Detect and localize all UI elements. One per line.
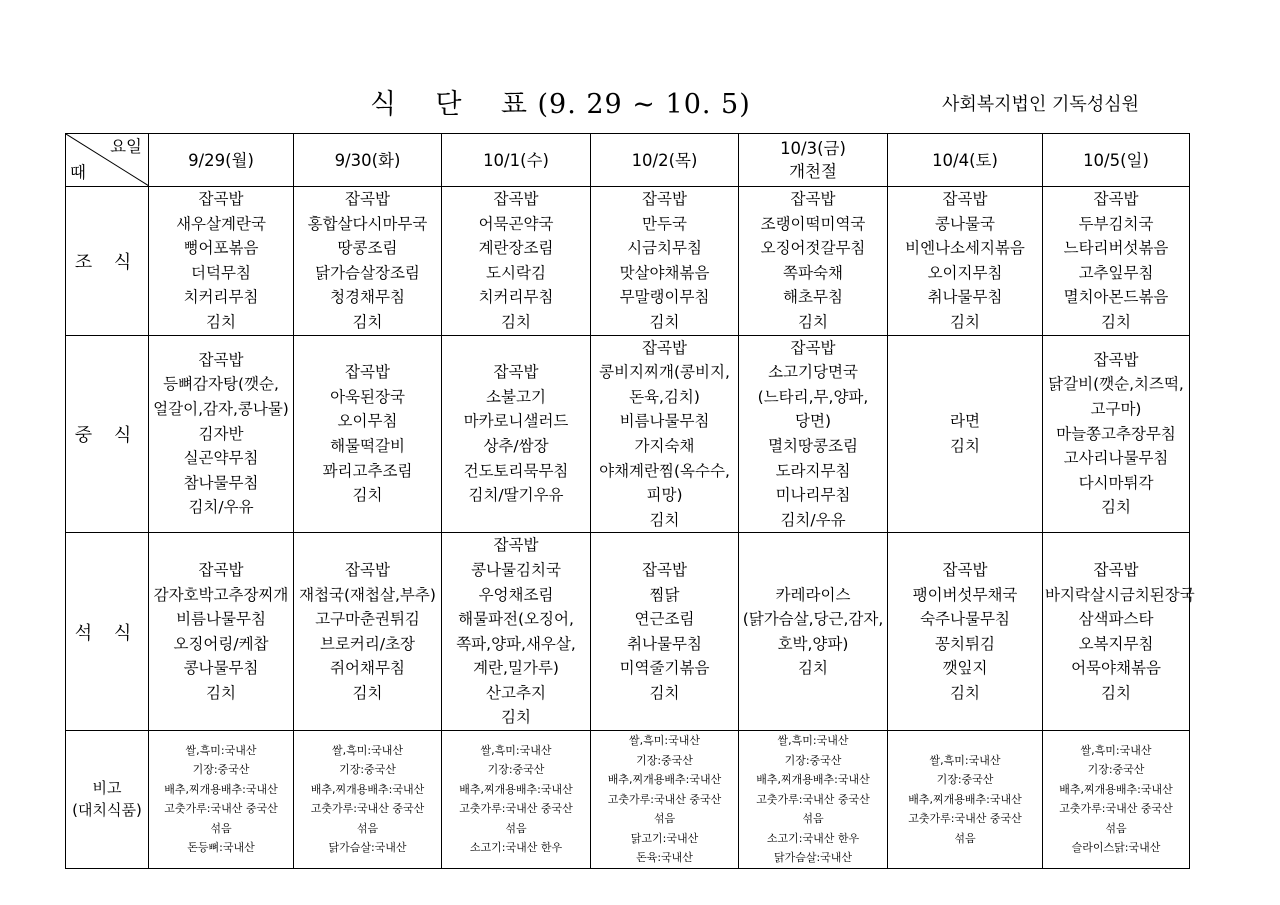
menu-item: 어묵야채볶음: [1071, 659, 1161, 678]
notes-label: 비고 (대치식품): [66, 731, 149, 869]
menu-item: 잡곡밥: [790, 190, 836, 208]
notes-cell: [591, 731, 739, 869]
note-line: 고춧가루:국내산 중국산: [756, 792, 870, 806]
menu-item: 비엔나소세지볶음: [905, 239, 1025, 258]
menu-item: 김치: [649, 510, 680, 529]
menu-item: 가지숙채: [634, 436, 695, 455]
menu-item: 숙주나물무침: [920, 610, 1010, 629]
menu-item: 미역줄기볶음: [619, 659, 710, 678]
menu-item: 김치: [352, 683, 383, 702]
note-line: 기장:중국산: [636, 753, 693, 767]
note-line: 고춧가루:국내산 중국산: [310, 802, 425, 816]
menu-item: 찜닭: [649, 585, 680, 604]
menu-cell: [294, 533, 442, 731]
note-line: 쌀,흑미:국내산: [1080, 743, 1152, 757]
menu-item: 바지락살시금치된장국: [1045, 585, 1195, 604]
menu-item: 콩나물김치국: [471, 560, 561, 579]
menu-item: 잡곡밥: [642, 560, 687, 579]
menu-cell: [149, 335, 294, 533]
menu-item: 브로커리/초장: [319, 634, 416, 653]
menu-cell: [888, 187, 1043, 336]
menu-item: 새우살계란국: [176, 214, 266, 233]
menu-item: 라면: [950, 412, 980, 431]
note-line: 배추,찌개용배추:국내산: [310, 782, 425, 796]
note-line: 돈육:국내산: [636, 851, 693, 865]
menu-item: 홍합살다시마무국: [307, 214, 428, 233]
menu-item: 김치: [649, 312, 680, 331]
note-line: 기장:중국산: [936, 773, 994, 787]
note-line: 소고기:국내산 한우: [469, 841, 563, 855]
note-line: 섞음: [802, 812, 824, 826]
note-line: 쌀,흑미:국내산: [480, 743, 552, 757]
day-header: 9/30(화): [294, 134, 442, 187]
menu-item: 마카로니샐러드: [463, 412, 569, 431]
menu-item: 콩나물국: [935, 214, 995, 233]
menu-item: 무말랭이무침: [619, 288, 710, 307]
menu-item: 깻잎지: [942, 659, 988, 678]
menu-cell: [739, 187, 888, 336]
menu-item: 쥐어채무침: [330, 659, 405, 678]
notes-cell: [739, 731, 888, 869]
note-line: 섞음: [210, 821, 232, 835]
menu-item: 김치/우유: [780, 510, 846, 529]
menu-item: 김치: [352, 312, 383, 331]
note-line: 기장:중국산: [339, 763, 396, 777]
menu-item: 소불고기: [486, 387, 546, 406]
menu-item: 느타리버섯볶음: [1063, 239, 1169, 258]
day-header: 10/1(수): [442, 134, 591, 187]
notes-cell: [888, 731, 1043, 869]
menu-item: 계란장조림: [478, 239, 554, 258]
menu-item: 잡곡밥: [493, 190, 539, 208]
menu-cell: [442, 533, 591, 731]
note-line: 섞음: [1105, 821, 1127, 835]
menu-item: 오징어젓갈무침: [760, 239, 866, 258]
menu-item: 삼색파스타: [1078, 610, 1154, 629]
note-line: 배추,찌개용배추:국내산: [756, 773, 870, 787]
menu-item: 비름나물무침: [619, 412, 710, 431]
menu-cell: [888, 533, 1043, 731]
menu-cell: [1043, 533, 1195, 731]
menu-item: 김치/우유: [188, 498, 254, 517]
menu-item: 뻥어포볶음: [183, 239, 259, 258]
meal-label: 조 식: [66, 187, 149, 336]
note-line: 섞음: [505, 821, 527, 835]
menu-item: 만두국: [642, 214, 687, 233]
menu-item: 고추잎무침: [1078, 263, 1154, 282]
note-line: 배추,찌개용배추:국내산: [607, 773, 722, 787]
header-row: [66, 134, 1190, 187]
menu-item: 잡곡밥: [1093, 350, 1139, 369]
menu-item: 고구마춘권튀김: [315, 610, 420, 629]
menu-item: 고사리나물무침: [1063, 449, 1169, 468]
corner-meal-label: 때: [70, 163, 86, 182]
menu-cell: [591, 187, 739, 336]
menu-cell: [294, 335, 442, 533]
note-line: 닭가슴살:국내산: [328, 841, 407, 855]
menu-item: 더덕무침: [191, 263, 251, 282]
menu-item: 비름나물무침: [176, 610, 266, 629]
menu-item: 해물파전(오징어,쪽파,양파,새우살,계란,밀가루): [456, 610, 576, 678]
note-line: 배추,찌개용배추:국내산: [908, 792, 1022, 806]
dinner-row: [66, 533, 1190, 731]
menu-item: 멸치아몬드볶음: [1063, 288, 1169, 307]
lunch-row: [66, 335, 1190, 533]
menu-item: 김치: [1101, 498, 1131, 517]
menu-item: 김치: [950, 683, 980, 702]
menu-item: 참나물무침: [183, 473, 259, 492]
menu-item: 잡곡밥: [198, 560, 244, 579]
menu-item: 김치: [206, 312, 236, 331]
menu-item: 잡곡밥: [198, 350, 244, 369]
menu-table: [65, 133, 1195, 869]
menu-item: 카레라이스(닭가슴살,당근,감자,호박,양파): [742, 585, 884, 653]
menu-item: 다시마튀각: [1078, 473, 1154, 492]
menu-item: 김치: [798, 659, 828, 678]
menu-item: 해초무침: [783, 288, 843, 307]
menu-item: 재첩국(재첩살,부추): [299, 585, 436, 604]
menu-item: 등뼈감자탕(깻순,얼갈이,감자,콩나물): [153, 375, 289, 419]
note-line: 닭가슴살:국내산: [773, 851, 853, 865]
menu-item: 도시락김: [486, 263, 546, 282]
menu-item: 멸치땅콩조림: [768, 436, 858, 455]
menu-item: 김치: [1101, 683, 1131, 702]
menu-cell: [739, 533, 888, 731]
menu-item: 닭가슴살장조림: [315, 263, 420, 282]
menu-item: 잡곡밥: [198, 190, 244, 208]
menu-item: 잡곡밥: [942, 190, 988, 208]
menu-item: 꽈리고추조림: [322, 461, 413, 480]
menu-item: 잡곡밥: [345, 560, 390, 579]
note-line: 기장:중국산: [487, 763, 545, 777]
menu-item: 오이지무침: [927, 263, 1003, 282]
menu-cell: [149, 187, 294, 336]
menu-cell: [591, 335, 739, 533]
menu-item: 김치: [352, 486, 383, 505]
menu-item: 김치: [501, 708, 531, 727]
menu-item: 김치: [649, 683, 680, 702]
menu-item: 잡곡밥: [790, 338, 836, 357]
menu-item: 도라지무침: [775, 461, 851, 480]
menu-item: 치커리무침: [183, 288, 259, 307]
corner-day-label: 요일: [110, 137, 142, 156]
note-line: 쌀,흑미:국내산: [777, 734, 849, 748]
note-line: 쌀,흑미:국내산: [185, 743, 257, 757]
menu-item: 소고기당면국(느타리,무,양파,당면): [757, 363, 869, 431]
menu-item: 김자반: [198, 424, 244, 443]
menu-item: 오징어링/케찹: [173, 634, 269, 653]
note-line: 섞음: [954, 831, 976, 845]
menu-item: 취나물무침: [627, 634, 702, 653]
menu-item: 미나리무침: [775, 486, 851, 505]
menu-item: 잡곡밥: [642, 338, 687, 357]
note-line: 쌀,흑미:국내산: [629, 734, 700, 748]
note-line: 배추,찌개용배추:국내산: [1059, 782, 1173, 796]
corner-cell: [66, 134, 149, 187]
menu-item: 김치: [950, 436, 980, 455]
menu-item: 연근조림: [634, 610, 695, 629]
day-header: 10/3(금) 개천절: [739, 134, 888, 187]
menu-cell: [442, 187, 591, 336]
menu-cell: [1043, 335, 1190, 533]
menu-item: 시금치무침: [627, 239, 702, 258]
note-line: 기장:중국산: [784, 753, 842, 767]
menu-item: 김치: [950, 312, 980, 331]
menu-cell: [888, 335, 1043, 533]
menu-item: 잡곡밥: [1093, 190, 1139, 208]
notes-cell: [442, 731, 591, 869]
note-line: 배추,찌개용배추:국내산: [459, 782, 573, 796]
note-line: 고춧가루:국내산 중국산: [164, 802, 278, 816]
menu-item: 잡곡밥: [942, 560, 988, 579]
menu-item: 건도토리묵무침: [463, 461, 569, 480]
note-line: 돈등뼈:국내산: [187, 841, 255, 855]
note-line: 닭고기:국내산: [630, 831, 699, 845]
note-line: 기장:중국산: [1087, 763, 1145, 777]
menu-cell: [294, 187, 442, 336]
menu-item: 오이무침: [337, 412, 398, 431]
note-line: 고춧가루:국내산 중국산: [607, 792, 722, 806]
menu-item: 김치: [798, 312, 828, 331]
menu-item: 김치: [206, 683, 236, 702]
note-line: 소고기:국내산 한우: [766, 831, 860, 845]
note-line: 고춧가루:국내산 중국산: [1059, 802, 1173, 816]
menu-item: 쪽파숙채: [783, 263, 843, 282]
menu-item: 꽁치튀김: [935, 634, 995, 653]
menu-item: 콩비지찌개(콩비지,돈육,김치): [599, 363, 730, 406]
menu-item: 청경채무침: [330, 288, 405, 307]
menu-item: 김치/딸기우유: [468, 486, 564, 505]
menu-item: 마늘쫑고추장무침: [1056, 424, 1176, 443]
menu-item: 실곤약무침: [183, 449, 259, 468]
holiday-label: 개천절: [789, 162, 837, 181]
note-line: 고춧가루:국내산 중국산: [459, 802, 573, 816]
menu-item: 김치: [501, 312, 531, 331]
menu-item: 아욱된장국: [330, 387, 405, 406]
menu-item: 콩나물무침: [183, 659, 259, 678]
menu-item: 상추/쌈장: [483, 436, 549, 455]
menu-item: 잡곡밥: [345, 190, 390, 208]
menu-item: 치커리무침: [478, 288, 554, 307]
menu-item: 감자호박고추장찌개: [153, 585, 289, 604]
notes-row: [66, 731, 1190, 869]
menu-item: 오복지무침: [1078, 634, 1154, 653]
menu-item: 잡곡밥: [642, 190, 687, 208]
menu-item: 닭갈비(깻순,치즈떡,고구마): [1048, 375, 1184, 419]
note-line: 섞음: [653, 812, 676, 826]
note-line: 배추,찌개용배추:국내산: [164, 782, 278, 796]
menu-item: 취나물무침: [927, 288, 1003, 307]
organization-name: 사회복지법인 기독성심원: [942, 94, 1139, 115]
menu-item: 두부김치국: [1078, 214, 1154, 233]
menu-item: 우엉채조림: [478, 585, 554, 604]
menu-item: 잡곡밥: [345, 363, 390, 382]
menu-cell: [1043, 187, 1190, 336]
menu-item: 야채계란찜(옥수수,피망): [599, 461, 730, 505]
notes-cell: [149, 731, 294, 869]
menu-item: 어묵곤약국: [478, 214, 554, 233]
menu-item: 땅콩조림: [337, 239, 398, 258]
menu-cell: [591, 533, 739, 731]
note-line: 섞음: [356, 821, 379, 835]
menu-item: 잡곡밥: [493, 536, 539, 555]
menu-item: 맛살야채볶음: [619, 263, 710, 282]
meal-label: 중 식: [66, 335, 149, 533]
breakfast-row: [66, 187, 1190, 336]
menu-item: 조랭이떡미역국: [760, 214, 866, 233]
menu-item: 김치: [1101, 312, 1131, 331]
notes-cell: [1043, 731, 1190, 869]
menu-cell: [739, 335, 888, 533]
note-line: 기장:중국산: [192, 763, 250, 777]
day-header: 10/2(목): [591, 134, 739, 187]
menu-item: 산고추지: [486, 683, 546, 702]
note-line: 쌀,흑미:국내산: [929, 753, 1001, 767]
menu-item: 잡곡밥: [493, 363, 539, 382]
day-header: 10/4(토): [888, 134, 1043, 187]
note-line: 슬라이스닭:국내산: [1071, 841, 1161, 855]
menu-item: 잡곡밥: [1093, 560, 1139, 579]
day-header: 9/29(월): [149, 134, 294, 187]
notes-cell: [294, 731, 442, 869]
menu-item: 해물떡갈비: [330, 436, 405, 455]
day-header: 10/5(일): [1043, 134, 1190, 187]
page-title: 식 단 표 (9. 29 ~ 10. 5): [370, 89, 751, 120]
menu-item: 팽이버섯무채국: [912, 585, 1018, 604]
note-line: 쌀,흑미:국내산: [332, 743, 403, 757]
note-line: 고춧가루:국내산 중국산: [908, 812, 1022, 826]
meal-label: 석 식: [66, 533, 149, 731]
menu-cell: [442, 335, 591, 533]
menu-cell: [149, 533, 294, 731]
